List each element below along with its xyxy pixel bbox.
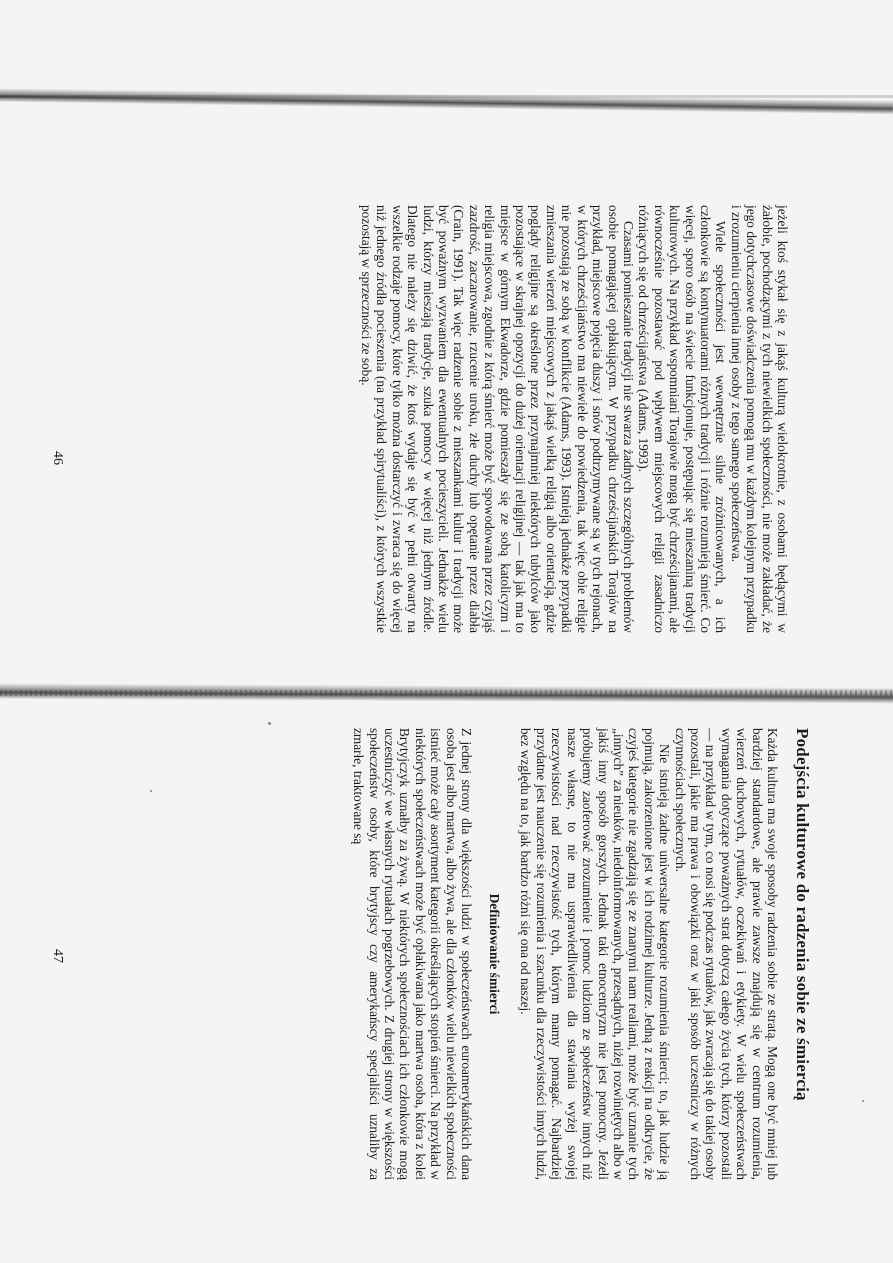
page-47-paragraph-2: Nie istnieją żadne uniwersalne kategorie rozumienia śmierci; to, jak ludzie ją pojmują, zakorzenione jest w ich rodzimej kulturze. Jedną z reakcji na odkrycie, że czyjeś kategorie nie zgadzają się ze znanymi nam realiami, może być uznanie tych „innych” za nieuków, niedoinformowanych, przesądnych, niżej rozwiniętych albo w jakiś inny sposób gorszych. Jednak taki etnocentryzm nie jest pomocny. Jeżeli próbujemy zaoferować zrozumienie i pomoc ludziom ze społeczeństw innych niż nasze własne, to nie ma usprawiedliwienia dla stawiania wyżej swojej rzeczywistości nad rzeczywistość tych, którym mamy pomagać. Najbardziej przydatne jest nauczenie się rozumienia i szacunku dla rzeczywistości innych ludzi, bez względu na to, jak bardzo różni się ona od naszej. [518,728,673,1180]
scan-speck [150,790,152,792]
page-46 [359,205,790,633]
page-fold-shadow [0,95,893,98]
scanner-edge-band-top [0,88,893,114]
scan-speck [268,722,271,725]
page-46-paragraph-1: jeżeli ktoś stykał się z jakąś kulturą wielokrotnie, z osobami będącymi w żałobie, pochodzącymi z tych niewielkich społeczności, nie może zakładać, że jego dotychczasowe doświadczenia pomogą mu w każdym kolejnym przypadku i zrozumieniu cierpienia innej osoby z tego samego społeczeństwa. [728,205,790,633]
subsection-title: Definiowanie śmierci [487,893,503,1015]
page-47 [351,728,812,1180]
scan-speck [862,1100,864,1102]
page-number-47: 47 [50,949,65,963]
page-47-paragraph-3: Z jednej strony dla większości ludzi w społeczeństwach euroamerykańskich dana osoba jest albo martwa, albo żywa, ale dla członków wielu niewielkich społeczności istnieć może cały asortyment kategorii określających stopień śmierci. Na przykład w niektórych społeczeństwach może być opłakiwana jako martwa osoba, która z kolei Brytyjczyk uznałby za żywą. W niektórych społecznościach ich członkowie mogą uczestniczyć we własnych rytuałach pogrzebowych. Z drugiej strony w większości społeczeństw osoby, które brytyjscy czy amerykańscy specjaliści uznaliby za zmarłe, traktowane są [351,728,475,1180]
section-title: Podejścia kulturowe do radzenia sobie ze śmiercią [793,728,812,1101]
page-46-paragraph-3: Czasami pomieszanie tradycji nie stwarza żadnych szczególnych problemów osobie pomagającej opłakującym. W przypadku chrześcijańskich Torajów na przykład, miejscowe pojęcia duszy i snów podtrzymywane są w tych rejonach, w których chrześcijaństwo ma niewiele do powiedzenia, tak więc obie religie nie pozostają ze sobą w konflikcie (Adams, 1993). Istnieją jednakże przypadki zmieszania wierzeń miejscowych z jakąś wielką religią albo orientacją, gdzie poglądy religijne są określone przez przynajmniej niektórych tubylców jako pozostające w skrajnej opozycji do dużej orientacji religijnej — tak jak ma to miejsce w górnym Ekwadorze, gdzie pomieszały się ze sobą katolicyzm i religia miejscowa, zgodnie z którą śmierć może być spowodowana przez czyjąś zazdrość, zaczarowanie, rzucenie uroku, złe duchy lub opętanie przez diabła (Crain, 1991). Tak więc radzenie sobie z mieszankami kultur i tradycji może być poważnym wyzwaniem dla ewentualnych pocieszycieli. Jednakże wielu ludzi, którzy mieszają tradycje, szuka pomocy w więcej niż jednym źródle. Dlatego nie należy się dziwić, że ktoś wydaje się być w pełni otwarty na wszelkie rodzaje pomocy, które tylko można dostarczyć i zwraca się do więcej niż jednego źródła pocieszenia (na przykład spirytualiści), z których wszystkie pozostają w sprzeczności ze sobą. [359,205,636,633]
page-number-46: 46 [50,451,65,465]
gutter-noise [0,690,893,696]
page-47-paragraph-1: Każda kultura ma swoje sposoby radzenia sobie ze stratą. Mogą one być mniej lub bardziej standardowe, ale prawie zawsze znajdują się w centrum rozumienia, wierzeń duchowych, rytuałów, oczekiwań i etykiety. W wielu społeczeństwach wymagania dotyczące poważnych strat dotyczą całego życia tych, którzy pozostali — na przykład w tym, co nosi się podczas rytuałów, jak zwracają się do takiej osoby pozostali, jakie ma prawa i obowiązki oraz w jaki sposób uczestniczy w różnych czynnościach społecznych. [672,728,780,1180]
page-46-paragraph-2: Wiele społeczności jest wewnętrznie silnie zróżnicowanych, a ich członkowie są kontynuatorami różnych tradycji i różnie rozumieją śmierć. Co więcej, sporo osób na świecie funkcjonuje, postępując się mieszaniną tradycji kulturowych. Na przykład wspomniani Torajowie mogą być chrześcijanami, ale równocześnie pozostawać pod wpływem miejscowych religii zasadniczo różniących się od chrześcijaństwa (Adams, 1993). [636,205,729,633]
